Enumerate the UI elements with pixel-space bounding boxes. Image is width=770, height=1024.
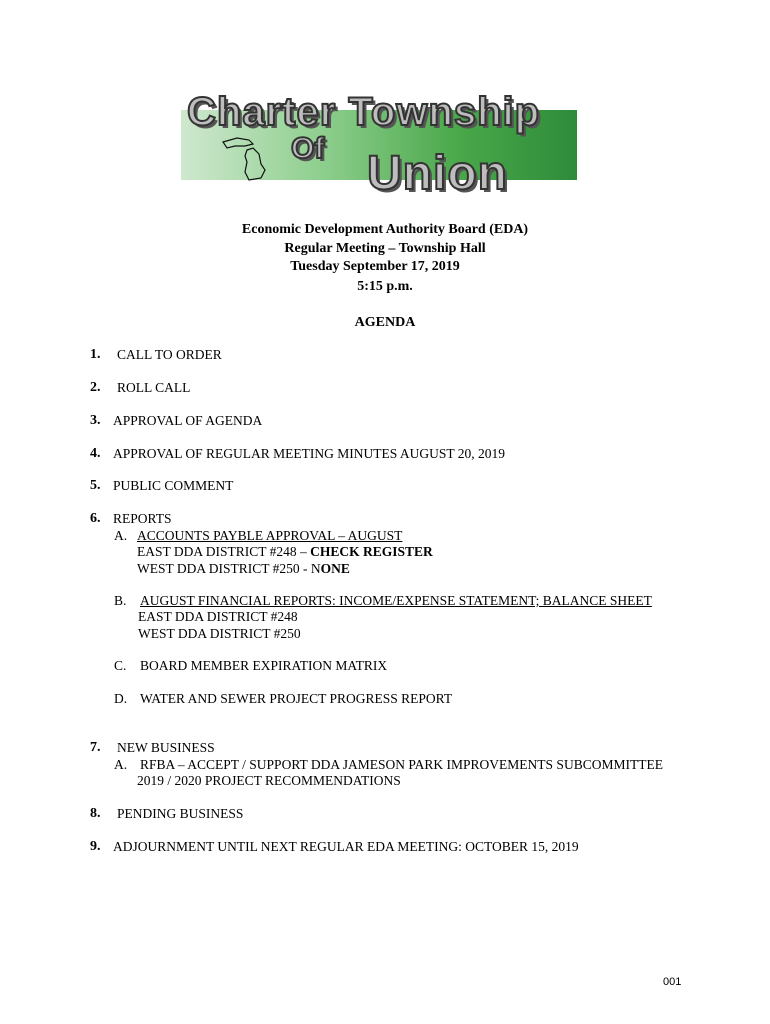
item-text: CALL TO ORDER bbox=[117, 347, 222, 362]
item-text: PUBLIC COMMENT bbox=[113, 478, 234, 493]
report-a-east-label: EAST DDA DISTRICT #248 – bbox=[137, 544, 311, 559]
report-a-east-bold: CHECK REGISTER bbox=[310, 544, 433, 559]
report-a-title: ACCOUNTS PAYBLE APPROVAL – AUGUST bbox=[137, 528, 403, 543]
item-number: 1. bbox=[90, 347, 101, 362]
report-a-letter: A. bbox=[114, 528, 128, 543]
item-text: REPORTS bbox=[113, 511, 172, 526]
report-b-letter: B. bbox=[114, 593, 127, 608]
agenda-heading: AGENDA bbox=[354, 315, 416, 330]
report-c-letter: C. bbox=[114, 658, 127, 673]
item-text: ROLL CALL bbox=[117, 380, 191, 395]
report-c-text: BOARD MEMBER EXPIRATION MATRIX bbox=[140, 658, 388, 673]
report-b-title: AUGUST FINANCIAL REPORTS: INCOME/EXPENSE STATEMENT; BALANCE SHEET bbox=[140, 593, 652, 608]
item-number: 5. bbox=[90, 478, 101, 493]
item-text: APPROVAL OF AGENDA bbox=[113, 413, 263, 428]
item-number: 6. bbox=[90, 511, 101, 526]
header-meeting: Regular Meeting – Township Hall bbox=[284, 241, 486, 256]
page-number: 001 bbox=[663, 976, 682, 988]
report-a-west-bold: ONE bbox=[320, 561, 350, 576]
item-number: 7. bbox=[90, 740, 101, 755]
report-b-east: EAST DDA DISTRICT #248 bbox=[138, 609, 298, 624]
new-business-a-line1: RFBA – ACCEPT / SUPPORT DDA JAMESON PARK IMPROVEMENTS SUBCOMMITTEE bbox=[140, 757, 663, 772]
item-text: APPROVAL OF REGULAR MEETING MINUTES AUGUST 20, 2019 bbox=[113, 446, 506, 461]
report-a-east bbox=[137, 544, 433, 560]
header-title: Economic Development Authority Board (EDA) bbox=[241, 222, 529, 237]
item-number: 2. bbox=[90, 380, 101, 395]
report-d-text: WATER AND SEWER PROJECT PROGRESS REPORT bbox=[140, 691, 453, 706]
item-number: 9. bbox=[90, 839, 101, 854]
item-text: PENDING BUSINESS bbox=[117, 806, 244, 821]
item-number: 8. bbox=[90, 806, 101, 821]
item-number: 3. bbox=[90, 413, 101, 428]
report-a-west bbox=[137, 561, 350, 577]
township-logo bbox=[181, 90, 577, 200]
logo-line3: Union bbox=[367, 147, 508, 200]
logo-line1: Charter Township bbox=[187, 90, 541, 134]
new-business-a-line2: 2019 / 2020 PROJECT RECOMMENDATIONS bbox=[137, 773, 401, 788]
report-d-letter: D. bbox=[114, 691, 128, 706]
item-text: ADJOURNMENT UNTIL NEXT REGULAR EDA MEETING: OCTOBER 15, 2019 bbox=[113, 839, 579, 854]
michigan-map-icon bbox=[219, 134, 281, 182]
header-time: 5:15 p.m. bbox=[357, 279, 413, 294]
new-business-a-letter: A. bbox=[114, 757, 128, 772]
item-number: 4. bbox=[90, 446, 101, 461]
logo-line2: Of bbox=[291, 132, 325, 165]
report-a-west-label: WEST DDA DISTRICT #250 - N bbox=[137, 561, 321, 576]
header-date: Tuesday September 17, 2019 bbox=[290, 259, 460, 274]
report-b-west: WEST DDA DISTRICT #250 bbox=[138, 626, 301, 641]
item-text: NEW BUSINESS bbox=[117, 740, 215, 755]
